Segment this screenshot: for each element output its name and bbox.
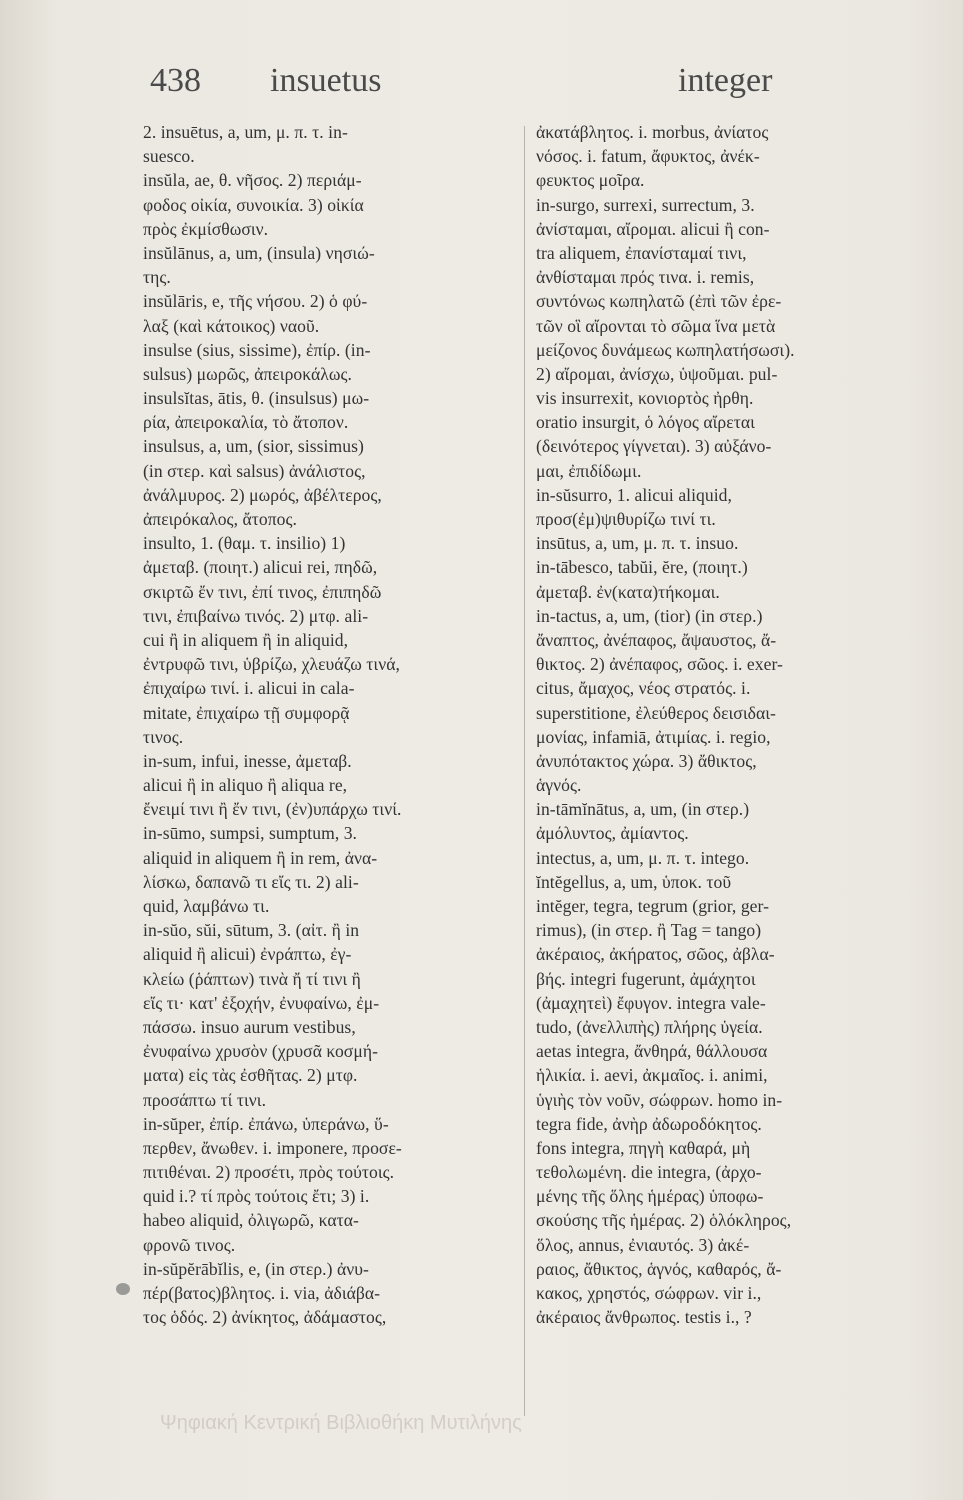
text-line: oratio insurgit, ὁ λόγος αἴρεται bbox=[536, 412, 755, 433]
text-line: ἐνυφαίνω χρυσὸν (χρυσᾶ κοσμή- bbox=[143, 1041, 378, 1062]
text-line: θικτος. 2) ἀνέπαφος, σῶος. i. exer- bbox=[536, 654, 783, 675]
text-line: ἀμεταβ. ἐν(κατα)τήκομαι. bbox=[536, 581, 720, 602]
text-line: insulsĭtas, ātis, θ. (insulsus) μω- bbox=[143, 388, 370, 409]
text-line: alicui ἢ in aliquo ἢ aliqua re, bbox=[143, 775, 348, 796]
text-line: tudo, (ἀνελλιπὴς) πλήρης ὑγεία. bbox=[536, 1016, 763, 1037]
text-line: ἀκατάβλητος. i. morbus, ἀνίατος bbox=[536, 122, 769, 142]
text-line: προσ(ἐμ)ψιθυρίζω τινί τι. bbox=[536, 509, 716, 529]
text-line: φευκτος μοῖρα. bbox=[536, 170, 645, 191]
text-line: τος ὁδός. 2) ἀνίκητος, ἀδάμαστος, bbox=[143, 1307, 387, 1328]
text-line: intĕger, tegra, tegrum (grior, ger- bbox=[536, 896, 770, 916]
text-line: πέρ(βατος)βλητος. i. via, ἀδιάβα- bbox=[143, 1283, 381, 1303]
page-number: 438 bbox=[150, 62, 201, 99]
text-line: εἴς τι· κατ' ἐξοχήν, ἐνυφαίνω, ἐμ- bbox=[143, 992, 380, 1013]
text-line: habeo aliquid, ὀλιγωρῶ, κατα- bbox=[143, 1210, 359, 1231]
text-line: πρὸς ἐκμίσθωσιν. bbox=[143, 218, 269, 239]
text-line: in-tābesco, tabŭi, ĕre, (ποιητ.) bbox=[536, 557, 748, 578]
text-line: in-sŭper, ἐπίρ. ἐπάνω, ὑπεράνω, ὕ- bbox=[143, 1113, 389, 1134]
text-line: insulto, 1. (θαμ. τ. insilio) 1) bbox=[143, 533, 346, 554]
text-line: insūtus, a, um, μ. π. τ. insuo. bbox=[536, 533, 739, 554]
text-line: λίσκω, δαπανῶ τι εἴς τι. 2) ali- bbox=[143, 871, 359, 892]
text-line: in-sum, infui, inesse, ἀμεταβ. bbox=[143, 750, 352, 771]
text-line: ἄναπτος, ἀνέπαφος, ἄψαυστος, ἄ- bbox=[536, 629, 777, 650]
text-line: περθεν, ἄνωθεν. i. imponere, προσε- bbox=[143, 1137, 402, 1158]
text-line: φρονῶ τινος. bbox=[143, 1234, 236, 1255]
text-line: (ἀμαχητεὶ) ἔφυγον. integra vale- bbox=[536, 992, 766, 1013]
text-line: ματα) εἰς τὰς ἐσθῆτας. 2) μτφ. bbox=[143, 1065, 358, 1086]
text-line: λαξ (καὶ κάτοικος) ναοῦ. bbox=[143, 315, 320, 336]
text-line: ἀκέραιος ἄνθρωπος. testis i., ? bbox=[536, 1307, 752, 1328]
text-line: aetas integra, ἄνθηρά, θάλλουσα bbox=[536, 1041, 768, 1062]
text-line: (δεινότερος γίγνεται). 3) αὐξάνο- bbox=[536, 436, 772, 457]
library-watermark: Ψηφιακή Κεντρική Βιβλιοθήκη Μυτιλήνης bbox=[160, 1412, 522, 1434]
text-line: της. bbox=[143, 267, 171, 288]
text-line: κακος, χρηστός, σώφρων. vir i., bbox=[536, 1283, 762, 1303]
text-line: ἀμεταβ. (ποιητ.) alicui rei, πηδῶ, bbox=[143, 557, 378, 578]
text-line: μαι, ἐπιδίδωμι. bbox=[536, 460, 642, 481]
text-line: ὑγιὴς τὸν νοῦν, σώφρων. homo in- bbox=[536, 1089, 783, 1110]
text-line: βής. integri fugerunt, ἀμάχητοι bbox=[536, 968, 756, 989]
text-line: tegra fide, ἀνὴρ ἀδωροδόκητος. bbox=[536, 1113, 762, 1134]
text-line: in-sŭsurro, 1. alicui aliquid, bbox=[536, 484, 732, 505]
text-line: insŭla, ae, θ. νῆσος. 2) περιάμ- bbox=[143, 170, 362, 191]
left-column bbox=[143, 120, 523, 1329]
text-line: superstitione, ἐλεύθερος δεισιδαι- bbox=[536, 702, 776, 723]
text-line: ἐπιχαίρω τινί. i. alicui in cala- bbox=[143, 678, 355, 699]
text-line: quid i.? τί πρὸς τούτοις ἔτι; 3) i. bbox=[143, 1186, 370, 1207]
text-line: τεθολωμένη. die integra, (ἀρχο- bbox=[536, 1162, 762, 1183]
text-line: ἔνειμί τινι ἢ ἔν τινι, (ἐν)υπάρχω τινί. bbox=[143, 799, 402, 820]
text-line: aliquid in aliquem ἢ in rem, ἀνα- bbox=[143, 847, 378, 868]
text-line: ἀνάλμυρος. 2) μωρός, ἀβέλτερος, bbox=[143, 484, 382, 505]
text-line: in-tāmĭnātus, a, um, (in στερ.) bbox=[536, 799, 750, 820]
text-line: φοδος οἰκία, συνοικία. 3) οἰκία bbox=[143, 194, 364, 215]
text-line: ἀμόλυντος, ἀμίαντος. bbox=[536, 823, 689, 844]
text-line: ἀνθίσταμαι πρός τινα. i. remis, bbox=[536, 267, 755, 288]
text-line: τινι, ἐπιβαίνω τινός. 2) μτφ. ali- bbox=[143, 605, 369, 626]
text-line: 2. insuētus, a, um, μ. π. τ. in- bbox=[143, 122, 348, 142]
text-line: insŭlāris, e, τῆς νήσου. 2) ὁ φύ- bbox=[143, 291, 368, 312]
text-line: citus, ἄμαχος, νέος στρατός. i. bbox=[536, 678, 751, 699]
page-header bbox=[150, 62, 790, 114]
text-line: rimus), (in στερ. ἢ Tag = tango) bbox=[536, 920, 762, 941]
text-line: ραιος, ἄθικτος, ἁγνός, καθαρός, ἄ- bbox=[536, 1258, 782, 1279]
text-line: τῶν οἳ αἴρονται τὸ σῶμα ἵνα μετὰ bbox=[536, 315, 776, 336]
text-line: τινος. bbox=[143, 726, 184, 747]
text-line: insŭlānus, a, um, (insula) νησιώ- bbox=[143, 242, 375, 263]
text-line: πιτιθέναι. 2) προσέτι, πρὸς τούτοις. bbox=[143, 1162, 395, 1183]
text-line: ἐντρυφῶ τινι, ὑβρίζω, χλευάζω τινά, bbox=[143, 654, 400, 675]
text-line: συντόνως κωπηλατῶ (ἐπὶ τῶν ἐρε- bbox=[536, 291, 782, 312]
text-line: ἀκέραιος, ἀκήρατος, σῶος, ἀβλα- bbox=[536, 944, 775, 965]
text-line: πάσσω. insuo aurum vestibus, bbox=[143, 1016, 356, 1037]
text-line: intectus, a, um, μ. π. τ. intego. bbox=[536, 847, 750, 868]
text-line: σκιρτῶ ἔν τινι, ἐπί τινος, ἐπιπηδῶ bbox=[143, 581, 382, 602]
text-line: in-surgo, surrexi, surrectum, 3. bbox=[536, 194, 755, 215]
text-line: ἀπειρόκαλος, ἄτοπος. bbox=[143, 509, 297, 529]
right-guide-word: integer bbox=[678, 62, 773, 99]
text-line: 2) αἴρομαι, ἀνίσχω, ὑψοῦμαι. pul- bbox=[536, 363, 778, 384]
text-line: κλείω (ῥάπτων) τινὰ ἤ τί τινι ἢ bbox=[143, 968, 361, 989]
text-line: tra aliquem, ἐπανίσταμαί τινι, bbox=[536, 242, 747, 263]
text-line: ĭntĕgellus, a, um, ὑποκ. τοῦ bbox=[536, 871, 732, 892]
text-line: quid, λαμβάνω τι. bbox=[143, 896, 270, 916]
text-line: in-sŭpĕrābĭlis, e, (in στερ.) ἀνυ- bbox=[143, 1258, 369, 1279]
text-line: ἡλικία. i. aevi, ἀκμαῖος. i. animi, bbox=[536, 1065, 768, 1086]
text-line: (in στερ. καὶ salsus) ἀνάλιστος, bbox=[143, 460, 366, 481]
text-line: in-sūmo, sumpsi, sumptum, 3. bbox=[143, 823, 358, 844]
text-line: fons integra, πηγὴ καθαρά, μὴ bbox=[536, 1137, 751, 1158]
right-column bbox=[536, 120, 920, 1329]
text-line: ἀνίσταμαι, αἴρομαι. alicui ἢ con- bbox=[536, 218, 770, 239]
column-divider bbox=[524, 126, 525, 1416]
text-line: in-tactus, a, um, (tior) (in στερ.) bbox=[536, 605, 763, 626]
ink-speck bbox=[116, 1283, 130, 1295]
text-line: ρία, ἀπειροκαλία, τὸ ἄτοπον. bbox=[143, 412, 349, 433]
text-line: suesco. bbox=[143, 146, 195, 167]
text-line: προσάπτω τί τινι. bbox=[143, 1089, 267, 1110]
text-line: insulse (sius, sissime), ἐπίρ. (in- bbox=[143, 339, 371, 360]
text-line: μείζονος δυνάμεως κωπηλατήσωσι). bbox=[536, 339, 795, 360]
text-line: ἀνυπότακτος χώρα. 3) ἄθικτος, bbox=[536, 750, 757, 771]
text-line: cui ἢ in aliquem ἢ in aliquid, bbox=[143, 629, 349, 650]
text-line: ἁγνός. bbox=[536, 775, 582, 796]
text-line: μονίας, infamiā, ἀτιμίας. i. regio, bbox=[536, 726, 771, 747]
text-line: ὅλος, annus, ἐνιαυτός. 3) ἀκέ- bbox=[536, 1234, 750, 1255]
text-line: vis insurrexit, κονιορτὸς ἠρθη. bbox=[536, 388, 754, 409]
left-guide-word: insuetus bbox=[270, 62, 382, 99]
text-line: mitate, ἐπιχαίρω τῇ συμφορᾷ bbox=[143, 702, 350, 723]
text-line: μένης τῆς ὅλης ἡμέρας) ὑποφω- bbox=[536, 1186, 764, 1207]
text-line: in-sŭo, sŭi, sūtum, 3. (αἰτ. ἢ in bbox=[143, 920, 360, 941]
text-line: sulsus) μωρῶς, ἀπειροκάλως. bbox=[143, 363, 352, 384]
text-line: insulsus, a, um, (sior, sissimus) bbox=[143, 436, 364, 457]
text-line: νόσος. i. fatum, ἄφυκτος, ἀνέκ- bbox=[536, 146, 760, 167]
text-line: σκούσης τῆς ἡμέρας. 2) ὁλόκληρος, bbox=[536, 1210, 792, 1231]
text-line: aliquid ἢ alicui) ἐνράπτω, ἐγ- bbox=[143, 944, 352, 965]
